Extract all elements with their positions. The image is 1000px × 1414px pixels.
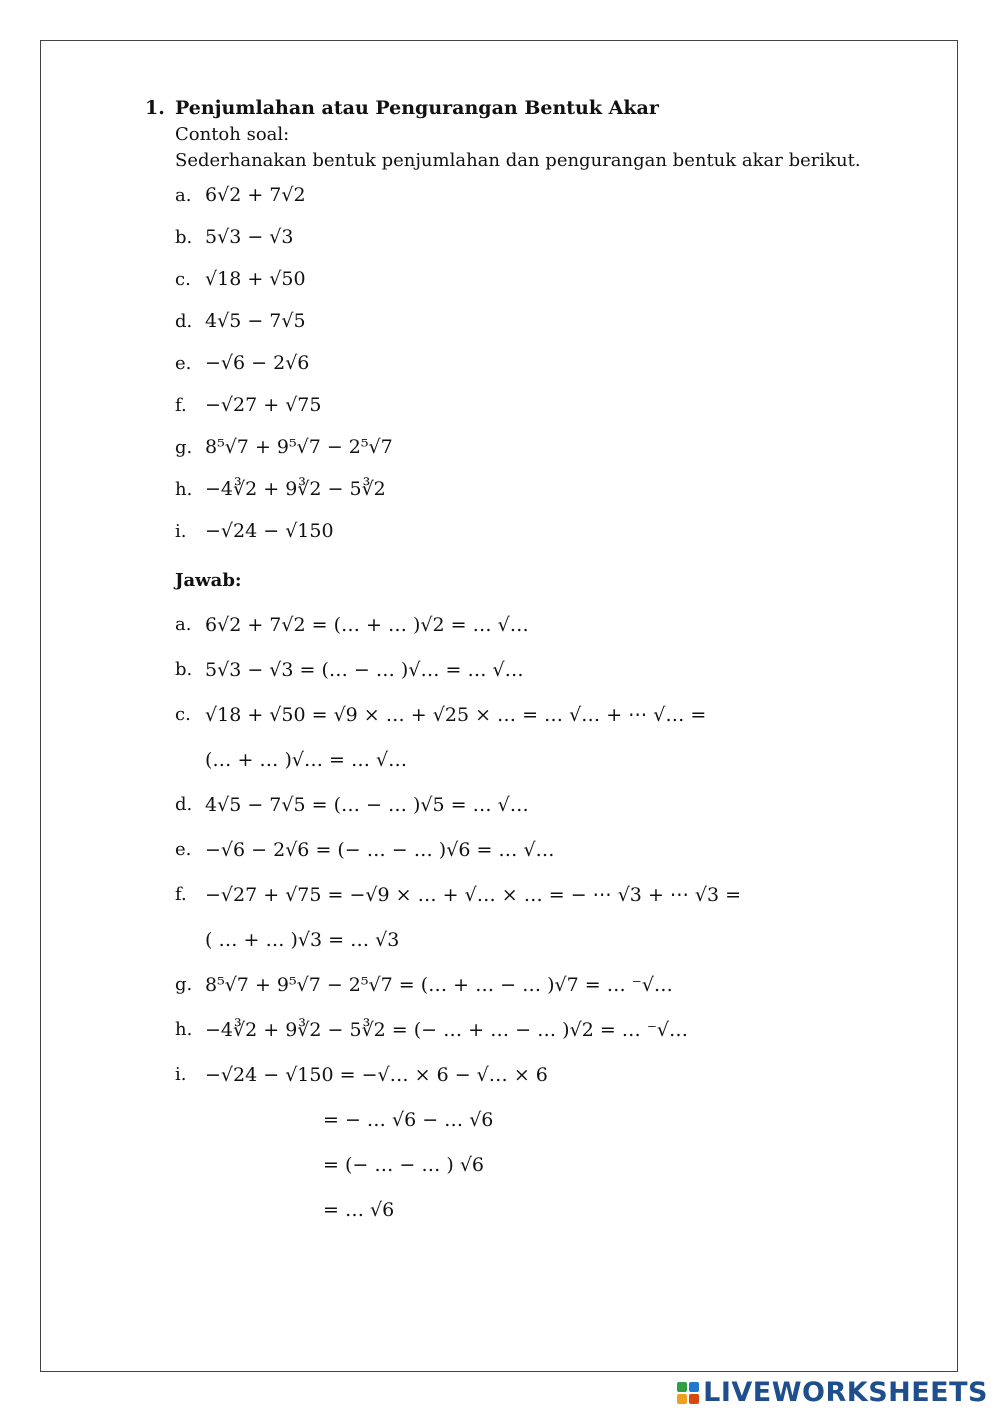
answer-expression[interactable]: 4√5 − 7√5 = (… − … )√5 = … √… xyxy=(205,793,529,816)
example-label: Contoh soal: xyxy=(175,124,290,145)
answer-label: b. xyxy=(175,659,193,680)
answer-f-continuation[interactable]: ( … + … )√3 = … √3 xyxy=(205,928,400,951)
answer-expression[interactable]: 5√3 − √3 = (… − … )√… = … √… xyxy=(205,658,524,681)
problem-a xyxy=(175,174,925,216)
section-heading xyxy=(145,94,925,122)
section-title: Penjumlahan atau Pengurangan Bentuk Akar xyxy=(175,97,659,119)
answer-label: a. xyxy=(175,614,192,635)
answer-expression[interactable]: 6√2 + 7√2 = (… + … )√2 = … √… xyxy=(205,613,529,636)
section-number: 1. xyxy=(145,97,165,119)
answer-i-step-1[interactable]: = − … √6 − … √6 xyxy=(323,1108,494,1131)
answer-label: c. xyxy=(175,704,191,725)
answer-label: g. xyxy=(175,974,193,995)
worksheet-content xyxy=(145,94,925,1232)
problem-label: f. xyxy=(175,394,187,416)
answer-list xyxy=(145,602,925,1232)
answer-i-step-3[interactable]: = … √6 xyxy=(323,1198,395,1221)
answer-c-continuation[interactable]: (… + … )√… = … √… xyxy=(205,748,408,771)
instruction-text: Sederhanakan bentuk penjumlahan dan pengurangan bentuk akar berikut. xyxy=(175,150,861,171)
answer-h[interactable] xyxy=(175,1007,925,1052)
problem-label: i. xyxy=(175,520,187,542)
answer-expression[interactable]: −√6 − 2√6 = (− … − … )√6 = … √… xyxy=(205,838,555,861)
answer-g[interactable] xyxy=(175,962,925,1007)
problem-b xyxy=(175,216,925,258)
answer-label: h. xyxy=(175,1019,193,1040)
problem-e xyxy=(175,342,925,384)
answer-expression[interactable]: −√27 + √75 = −√9 × … + √… × … = − ⋯ √3 + ⋯ √3 = xyxy=(205,883,742,906)
answer-label: f. xyxy=(175,884,187,905)
answer-b[interactable] xyxy=(175,647,925,692)
problem-expression: −√27 + √75 xyxy=(205,394,322,416)
problem-expression: −√6 − 2√6 xyxy=(205,352,310,374)
answer-i[interactable] xyxy=(175,1052,925,1097)
jawab-title: Jawab: xyxy=(175,570,242,591)
problem-label: h. xyxy=(175,478,193,500)
problem-label: g. xyxy=(175,436,193,458)
problem-g xyxy=(175,426,925,468)
problem-h xyxy=(175,468,925,510)
problem-label: b. xyxy=(175,226,193,248)
logo-text: LIVEWORKSHEETS xyxy=(703,1377,988,1408)
answer-i-step-2[interactable]: = (− … − … ) √6 xyxy=(323,1153,485,1176)
answer-a[interactable] xyxy=(175,602,925,647)
problem-list xyxy=(145,174,925,552)
answer-f[interactable] xyxy=(175,872,925,917)
problem-i xyxy=(175,510,925,552)
answer-label: i. xyxy=(175,1064,187,1085)
answer-d[interactable] xyxy=(175,782,925,827)
problem-label: e. xyxy=(175,352,192,374)
answer-label: e. xyxy=(175,839,192,860)
answer-e[interactable] xyxy=(175,827,925,872)
answer-c[interactable] xyxy=(175,692,925,737)
problem-expression: −√24 − √150 xyxy=(205,520,334,542)
problem-f xyxy=(175,384,925,426)
problem-expression: −4∛2 + 9∛2 − 5∛2 xyxy=(205,478,386,500)
logo-icon xyxy=(677,1382,699,1404)
answer-expression[interactable]: 8⁵√7 + 9⁵√7 − 2⁵√7 = (… + … − … )√7 = … ⁻√… xyxy=(205,973,673,996)
answer-label: d. xyxy=(175,794,193,815)
problem-d xyxy=(175,300,925,342)
liveworksheets-logo[interactable] xyxy=(677,1377,988,1408)
problem-label: c. xyxy=(175,268,191,290)
problem-expression: 8⁵√7 + 9⁵√7 − 2⁵√7 xyxy=(205,436,393,458)
problem-expression: 6√2 + 7√2 xyxy=(205,184,306,206)
problem-label: a. xyxy=(175,184,192,206)
answer-expression[interactable]: √18 + √50 = √9 × … + √25 × … = … √… + ⋯ √… = xyxy=(205,703,707,726)
problem-expression: √18 + √50 xyxy=(205,268,306,290)
problem-expression: 4√5 − 7√5 xyxy=(205,310,306,332)
problem-label: d. xyxy=(175,310,193,332)
answer-expression[interactable]: −√24 − √150 = −√… × 6 − √… × 6 xyxy=(205,1063,548,1086)
problem-expression: 5√3 − √3 xyxy=(205,226,294,248)
problem-c xyxy=(175,258,925,300)
answer-expression[interactable]: −4∛2 + 9∛2 − 5∛2 = (− … + … − … )√2 = … ⁻√… xyxy=(205,1018,688,1041)
